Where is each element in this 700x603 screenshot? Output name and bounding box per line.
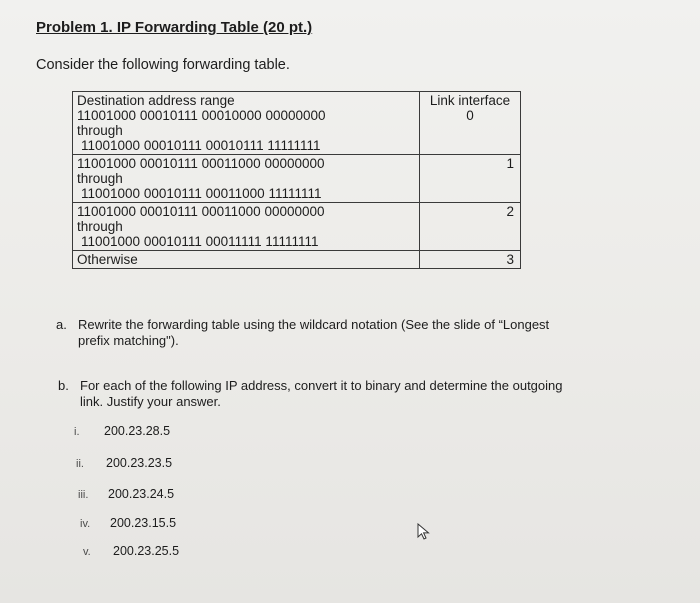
row-3-link-cell — [420, 251, 521, 269]
address-ip: 200.23.23.5 — [106, 456, 173, 470]
row-1-start: 11001000 00010111 00011000 00000000 — [77, 156, 325, 171]
row-0-start: 11001000 00010111 00010000 00000000 — [77, 108, 326, 123]
row-2-link: 2 — [506, 204, 514, 219]
address-roman: v. — [83, 546, 91, 558]
address-ip: 200.23.25.5 — [113, 544, 180, 558]
address-ip: 200.23.28.5 — [104, 424, 171, 438]
intro-text: Consider the following forwarding table. — [36, 57, 290, 73]
table-row — [73, 203, 521, 251]
row-1-through: through — [77, 171, 123, 186]
row-2-through: through — [77, 219, 123, 234]
question-b — [58, 378, 563, 410]
address-roman: ii. — [76, 458, 84, 470]
forwarding-table — [72, 91, 521, 269]
list-item — [76, 456, 172, 470]
address-roman: i. — [74, 426, 80, 438]
row-3-link: 3 — [506, 252, 514, 267]
row-0-link: 0 — [466, 108, 474, 123]
question-a-marker: a. — [56, 317, 67, 332]
header-link-label: Link interface — [429, 93, 511, 108]
address-ip: 200.23.24.5 — [108, 487, 175, 501]
question-b-marker: b. — [58, 378, 69, 393]
question-b-line2: link. Justify your answer. — [80, 394, 221, 409]
address-roman: iii. — [78, 489, 89, 501]
row-0-end: 11001000 00010111 00010111 11111111 — [81, 138, 321, 153]
row-3-start: Otherwise — [77, 252, 138, 267]
header-link — [420, 92, 521, 155]
header-destination-label: Destination address range — [77, 93, 235, 108]
row-1-dest — [73, 155, 420, 203]
list-item — [74, 424, 170, 438]
problem-title: Problem 1. IP Forwarding Table (20 pt.) — [36, 19, 313, 36]
list-item — [80, 516, 176, 530]
question-a-line1: Rewrite the forwarding table using the wildcard notation (See the slide of “Longest — [78, 317, 550, 332]
list-item — [83, 544, 179, 558]
mouse-pointer-icon — [416, 523, 434, 541]
question-a-line2: prefix matching"). — [78, 333, 179, 348]
table-row — [73, 251, 521, 269]
row-2-start: 11001000 00010111 00011000 00000000 — [77, 204, 325, 219]
header-destination — [73, 92, 420, 155]
question-a — [56, 317, 549, 349]
address-ip: 200.23.15.5 — [110, 516, 177, 530]
row-2-link-cell — [420, 203, 521, 251]
row-1-link: 1 — [506, 156, 514, 171]
row-0-through: through — [77, 123, 123, 138]
row-3-dest — [73, 251, 420, 269]
address-roman: iv. — [80, 518, 91, 530]
row-2-end: 11001000 00010111 00011111 11111111 — [81, 234, 319, 249]
row-1-end: 11001000 00010111 00011000 11111111 — [81, 186, 322, 201]
question-b-line1: For each of the following IP address, convert it to binary and determine the outgoing — [80, 378, 563, 393]
row-1-link-cell — [420, 155, 521, 203]
table-row — [73, 155, 521, 203]
row-2-dest — [73, 203, 420, 251]
table-header-row — [73, 92, 521, 155]
list-item — [78, 487, 174, 501]
